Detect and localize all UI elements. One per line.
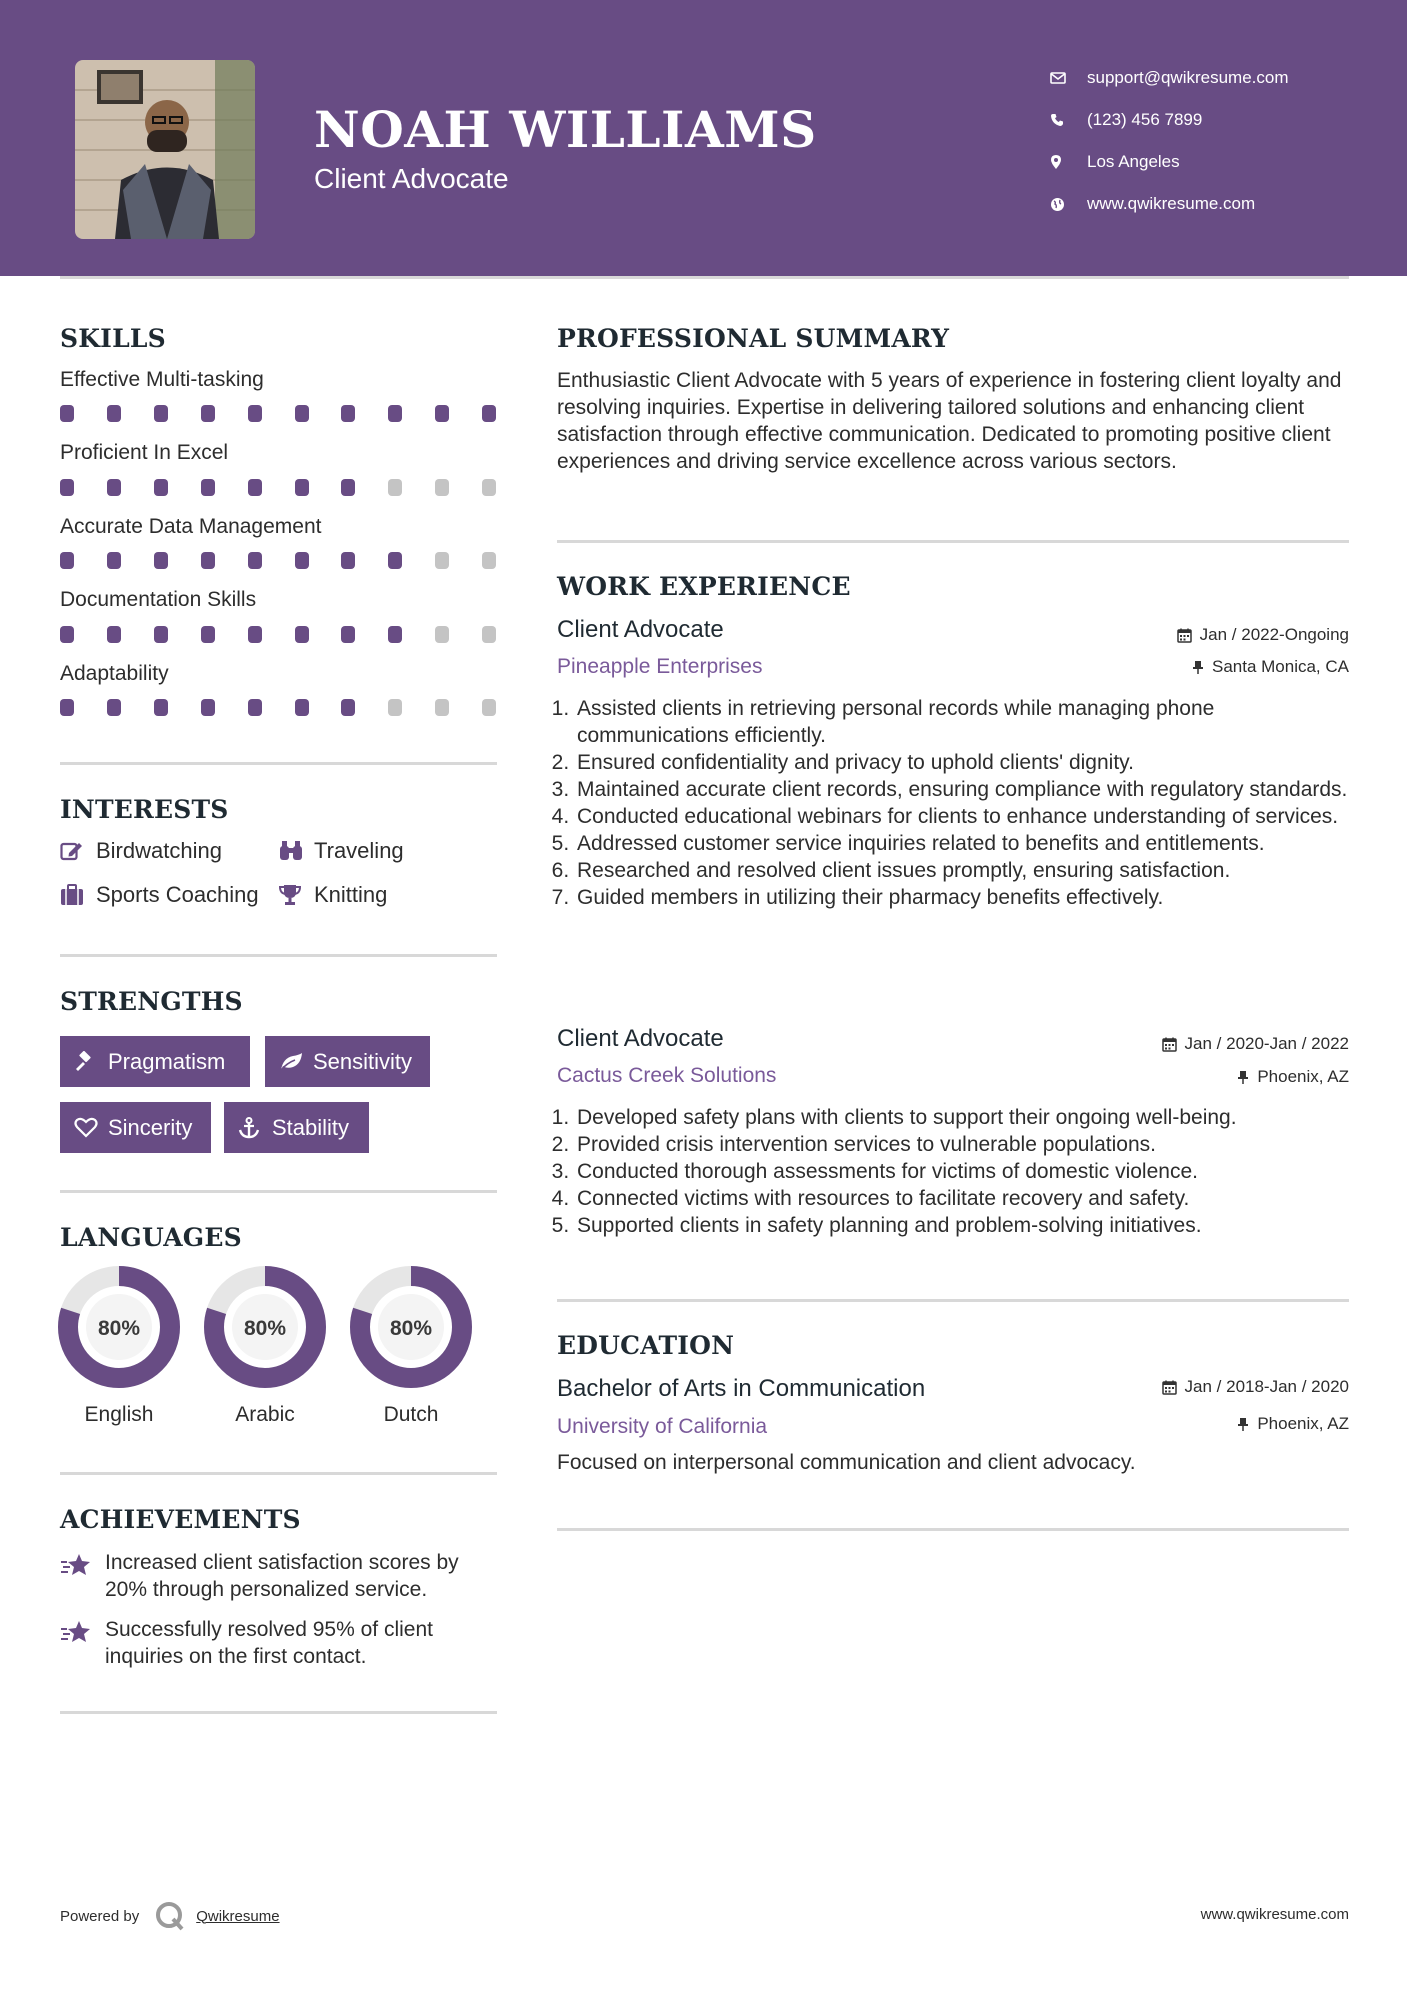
skill-dot-filled xyxy=(388,405,402,422)
duty-item: 5. Addressed customer service inquiries related to benefits and entitlements. xyxy=(575,830,1357,857)
language-donut xyxy=(203,1265,327,1389)
language-chart xyxy=(349,1265,473,1394)
language-percent: 80% xyxy=(97,1317,141,1340)
calendar-icon xyxy=(1162,1037,1177,1052)
section-divider xyxy=(60,1711,497,1714)
education-location-text: Phoenix, AZ xyxy=(1257,1414,1349,1433)
strength-label: Sincerity xyxy=(108,1114,193,1140)
school-name: University of California xyxy=(557,1415,768,1438)
skill-dot-filled xyxy=(295,626,309,643)
skill-dot-filled xyxy=(295,552,309,569)
skill-dot-filled xyxy=(107,405,121,422)
skill-dot-filled xyxy=(201,405,215,422)
interest-item xyxy=(278,838,404,864)
summary-text: Enthusiastic Client Advocate with 5 years of experience in fostering client loyalty and resolving inquiries. Expertise in delivering tailored solutions and enhancing client satisfaction through effective communication. Dedicated to promoting positive client experiences and driving service excellence across various sectors. xyxy=(557,369,1342,473)
achievement-text: Successfully resolved 95% of client inquiries on the first contact. xyxy=(105,1618,433,1668)
qwikresume-link[interactable]: Qwikresume xyxy=(196,1907,280,1925)
interest-item xyxy=(60,838,222,864)
candidate-title: Client Advocate xyxy=(314,163,509,194)
footer-website[interactable]: www.qwikresume.com xyxy=(1200,1906,1349,1923)
contact-website-text: www.qwikresume.com xyxy=(1087,194,1256,213)
degree-title: Bachelor of Arts in Communication xyxy=(557,1375,926,1402)
duty-item: 4. Conducted educational webinars for clients to enhance understanding of services. xyxy=(575,803,1357,830)
contact-location-text: Los Angeles xyxy=(1087,152,1180,171)
skill-dot-empty xyxy=(482,699,496,716)
section-divider xyxy=(60,762,497,765)
skill-rating xyxy=(60,552,500,570)
duty-item: 2. Provided crisis intervention services to vulnerable populations. xyxy=(575,1131,1357,1158)
job-dates-text: Jan / 2022-Ongoing xyxy=(1199,625,1349,644)
education-title: EDUCATION xyxy=(557,1331,735,1360)
language-chart xyxy=(57,1265,181,1394)
education-dates xyxy=(1162,1377,1349,1397)
skill-name: Effective Multi-tasking xyxy=(60,368,264,391)
job-location xyxy=(1237,1067,1349,1087)
language-name: Arabic xyxy=(235,1403,295,1426)
job-duties xyxy=(557,695,1357,911)
strength-label: Sensitivity xyxy=(313,1048,413,1074)
pin-icon xyxy=(1192,660,1204,675)
section-divider xyxy=(60,954,497,957)
skill-dot-filled xyxy=(482,405,496,422)
skill-dot-filled xyxy=(154,626,168,643)
skill-dot-empty xyxy=(435,626,449,643)
strengths-title: STRENGTHS xyxy=(60,987,243,1016)
job-location-text: Phoenix, AZ xyxy=(1257,1067,1349,1086)
section-divider xyxy=(557,540,1349,543)
map-marker-icon xyxy=(1050,154,1087,170)
skill-dot-filled xyxy=(107,626,121,643)
skill-dot-filled xyxy=(201,699,215,716)
skill-rating xyxy=(60,479,500,497)
duty-item: 5. Supported clients in safety planning and problem-solving initiatives. xyxy=(575,1212,1357,1239)
experience-title: WORK EXPERIENCE xyxy=(557,572,851,601)
strength-tag xyxy=(60,1036,250,1087)
section-divider xyxy=(557,1299,1349,1302)
skill-dot-filled xyxy=(341,626,355,643)
skill-dot-filled xyxy=(388,552,402,569)
skill-dot-filled xyxy=(60,479,74,496)
skill-name: Documentation Skills xyxy=(60,588,257,611)
skill-dot-filled xyxy=(201,626,215,643)
skill-dot-filled xyxy=(341,699,355,716)
strength-tag xyxy=(224,1102,369,1153)
resume-header xyxy=(0,0,1407,276)
company-name: Pineapple Enterprises xyxy=(557,655,763,678)
duty-item: 3. Conducted thorough assessments for victims of domestic violence. xyxy=(575,1158,1357,1185)
contact-phone[interactable] xyxy=(1050,99,1289,141)
skill-dot-empty xyxy=(482,626,496,643)
job-location xyxy=(1192,657,1349,677)
achievement-item xyxy=(60,1616,505,1670)
skill-dot-empty xyxy=(482,479,496,496)
interests-title: INTERESTS xyxy=(60,795,229,824)
candidate-name: NOAH WILLIAMS xyxy=(314,100,817,159)
achievements-title: ACHIEVEMENTS xyxy=(60,1505,301,1534)
skill-dot-filled xyxy=(295,479,309,496)
section-divider xyxy=(557,1528,1349,1531)
duty-item: 4. Connected victims with resources to facilitate recovery and safety. xyxy=(575,1185,1357,1212)
skill-rating xyxy=(60,626,500,644)
language-percent: 80% xyxy=(243,1317,287,1340)
contact-list xyxy=(1050,57,1289,225)
leaf-icon xyxy=(279,1052,313,1072)
skill-dot-empty xyxy=(435,479,449,496)
star-icon xyxy=(60,1616,105,1670)
section-divider xyxy=(60,1190,497,1193)
skill-name: Proficient In Excel xyxy=(60,441,229,464)
header-divider xyxy=(60,276,1349,279)
anchor-icon xyxy=(238,1117,272,1139)
pin-icon xyxy=(1237,1070,1249,1085)
duty-item: 1. Assisted clients in retrieving personal records while managing phone communications efficiently. xyxy=(575,695,1357,749)
skill-dot-filled xyxy=(60,552,74,569)
achievement-text: Increased client satisfaction scores by 20% through personalized service. xyxy=(105,1551,459,1601)
skill-dot-filled xyxy=(248,552,262,569)
calendar-icon xyxy=(1162,1380,1177,1395)
skill-dot-filled xyxy=(154,405,168,422)
skill-dot-filled xyxy=(248,626,262,643)
skill-dot-filled xyxy=(60,626,74,643)
job-location-text: Santa Monica, CA xyxy=(1211,657,1349,676)
skill-dot-filled xyxy=(60,699,74,716)
skill-dot-filled xyxy=(154,552,168,569)
job-dates-text: Jan / 2020-Jan / 2022 xyxy=(1184,1034,1349,1053)
skill-dot-empty xyxy=(388,479,402,496)
skill-dot-empty xyxy=(435,699,449,716)
strength-label: Pragmatism xyxy=(108,1048,226,1074)
gavel-icon xyxy=(74,1051,108,1073)
skill-dot-filled xyxy=(341,479,355,496)
skill-dot-filled xyxy=(201,479,215,496)
skill-dot-filled xyxy=(295,405,309,422)
star-icon xyxy=(60,1549,105,1603)
language-chart xyxy=(203,1265,327,1394)
skill-dot-filled xyxy=(248,405,262,422)
duty-item: 3. Maintained accurate client records, ensuring compliance with regulatory standards. xyxy=(575,776,1357,803)
contact-email[interactable] xyxy=(1050,57,1289,99)
skill-name: Adaptability xyxy=(60,662,169,685)
interest-label: Sports Coaching xyxy=(96,882,259,907)
duty-item: 6. Researched and resolved client issues promptly, ensuring satisfaction. xyxy=(575,857,1357,884)
job-title: Client Advocate xyxy=(557,1025,724,1052)
language-donut xyxy=(57,1265,181,1389)
contact-website[interactable] xyxy=(1050,183,1289,225)
job-title: Client Advocate xyxy=(557,616,724,643)
skill-dot-filled xyxy=(154,699,168,716)
skill-dot-filled xyxy=(388,626,402,643)
skill-dot-filled xyxy=(341,552,355,569)
education-location xyxy=(1237,1414,1349,1434)
contact-location xyxy=(1050,141,1289,183)
footer-powered-by xyxy=(60,1900,280,1932)
company-name: Cactus Creek Solutions xyxy=(557,1064,777,1087)
skill-dot-filled xyxy=(341,405,355,422)
skill-dot-filled xyxy=(201,552,215,569)
skill-dot-filled xyxy=(435,405,449,422)
contact-phone-text: (123) 456 7899 xyxy=(1087,110,1203,129)
interest-item xyxy=(60,882,259,908)
powered-by-text: Powered by xyxy=(60,1907,140,1925)
job-dates xyxy=(1177,625,1349,645)
skill-rating xyxy=(60,405,500,423)
interest-label: Birdwatching xyxy=(96,838,222,863)
skill-dot-filled xyxy=(154,479,168,496)
duty-item: 1. Developed safety plans with clients to support their ongoing well-being. xyxy=(575,1104,1357,1131)
skill-dot-filled xyxy=(107,699,121,716)
strength-label: Stability xyxy=(272,1114,350,1140)
achievement-item xyxy=(60,1549,505,1603)
education-dates-text: Jan / 2018-Jan / 2020 xyxy=(1184,1377,1349,1396)
language-donut xyxy=(349,1265,473,1389)
skill-dot-filled xyxy=(248,699,262,716)
calendar-icon xyxy=(1177,628,1192,643)
skill-dot-filled xyxy=(248,479,262,496)
language-name: Dutch xyxy=(383,1403,439,1426)
skill-dot-empty xyxy=(388,699,402,716)
language-name: English xyxy=(84,1403,154,1426)
pin-icon xyxy=(1237,1417,1249,1432)
skill-dot-empty xyxy=(482,552,496,569)
phone-icon xyxy=(1050,113,1087,127)
skill-dot-filled xyxy=(107,479,121,496)
edit-icon xyxy=(60,840,96,862)
skill-name: Accurate Data Management xyxy=(60,515,322,538)
globe-icon xyxy=(1050,197,1087,212)
contact-email-text: support@qwikresume.com xyxy=(1087,68,1289,87)
profile-photo xyxy=(75,60,255,239)
section-divider xyxy=(60,1472,497,1475)
interest-item xyxy=(278,882,387,908)
qwikresume-logo-icon xyxy=(154,1900,186,1932)
strength-tag xyxy=(60,1102,211,1153)
interest-label: Traveling xyxy=(314,838,404,863)
skill-dot-empty xyxy=(435,552,449,569)
duty-item: 2. Ensured confidentiality and privacy to uphold clients' dignity. xyxy=(575,749,1357,776)
briefcase-icon xyxy=(60,884,96,906)
languages-title: LANGUAGES xyxy=(60,1223,242,1252)
skill-rating xyxy=(60,699,500,717)
skill-dot-filled xyxy=(107,552,121,569)
education-description: Focused on interpersonal communication and client advocacy. xyxy=(557,1451,1136,1474)
interest-label: Knitting xyxy=(314,882,388,907)
job-dates xyxy=(1162,1034,1349,1054)
skill-dot-filled xyxy=(60,405,74,422)
summary-title: PROFESSIONAL SUMMARY xyxy=(557,324,950,353)
strength-tag xyxy=(265,1036,430,1087)
envelope-icon xyxy=(1050,71,1087,85)
skill-dot-filled xyxy=(295,699,309,716)
duty-item: 7. Guided members in utilizing their pharmacy benefits effectively. xyxy=(575,884,1357,911)
job-duties xyxy=(557,1104,1357,1239)
heart-icon xyxy=(74,1117,108,1138)
language-percent: 80% xyxy=(389,1317,433,1340)
skills-title: SKILLS xyxy=(60,324,166,353)
binoculars-icon xyxy=(278,840,314,862)
trophy-icon xyxy=(278,884,314,906)
